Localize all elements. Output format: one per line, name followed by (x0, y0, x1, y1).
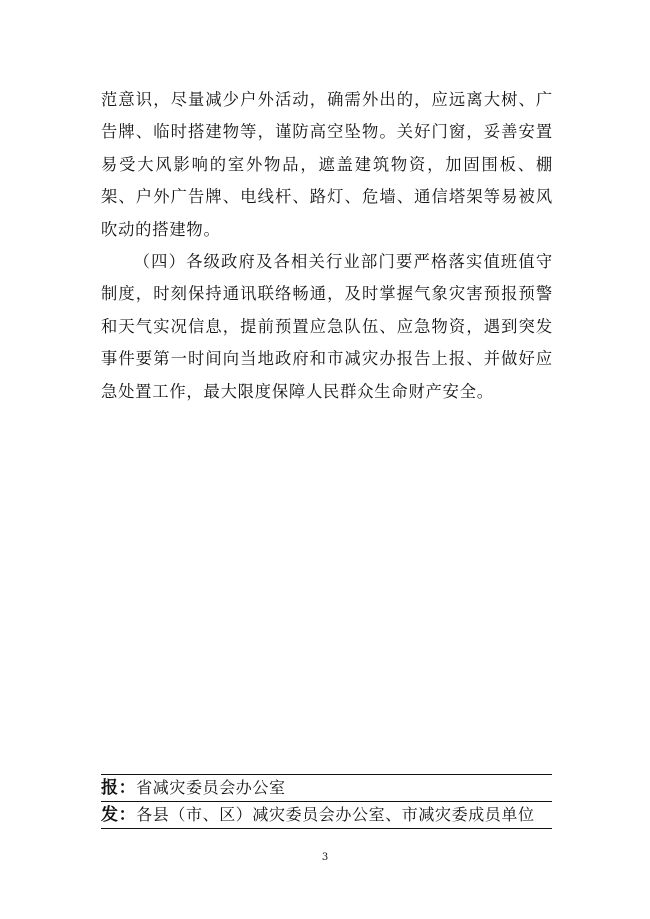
page-number: 3 (321, 852, 329, 863)
divider-bottom (101, 828, 552, 829)
body-text (101, 84, 553, 408)
paragraph-continued: 范意识，尽量减少户外活动，确需外出的，应远离大树、广告牌、临时搭建物等，谨防高空坠物。关好门窗，妥善安置易受大风影响的室外物品，遮盖建筑物资，加固围板、棚架、户外广告牌、电线杆、路灯、危墙、通信塔架等易被风吹动的搭建物。 (101, 90, 553, 239)
report-value: 省减灾委员会办公室 (136, 778, 286, 797)
report-label: 报： (101, 778, 137, 798)
send-row (101, 802, 552, 828)
report-row (101, 775, 552, 801)
paragraph-four: （四）各级政府及各相关行业部门要严格落实值班值守制度，时刻保持通讯联络畅通，及时掌握气象灾害预报预警和天气实况信息，提前预置应急队伍、应急物资，遇到突发事件要第一时间向当地政府和市减灾办报告上报、并做好应急处置工作，最大限度保障人民群众生命财产安全。 (101, 252, 553, 401)
send-value: 各县（市、区）减灾委员会办公室、市减灾委成员单位 (136, 805, 535, 824)
send-label: 发： (101, 805, 137, 825)
distribution-block (101, 774, 552, 829)
